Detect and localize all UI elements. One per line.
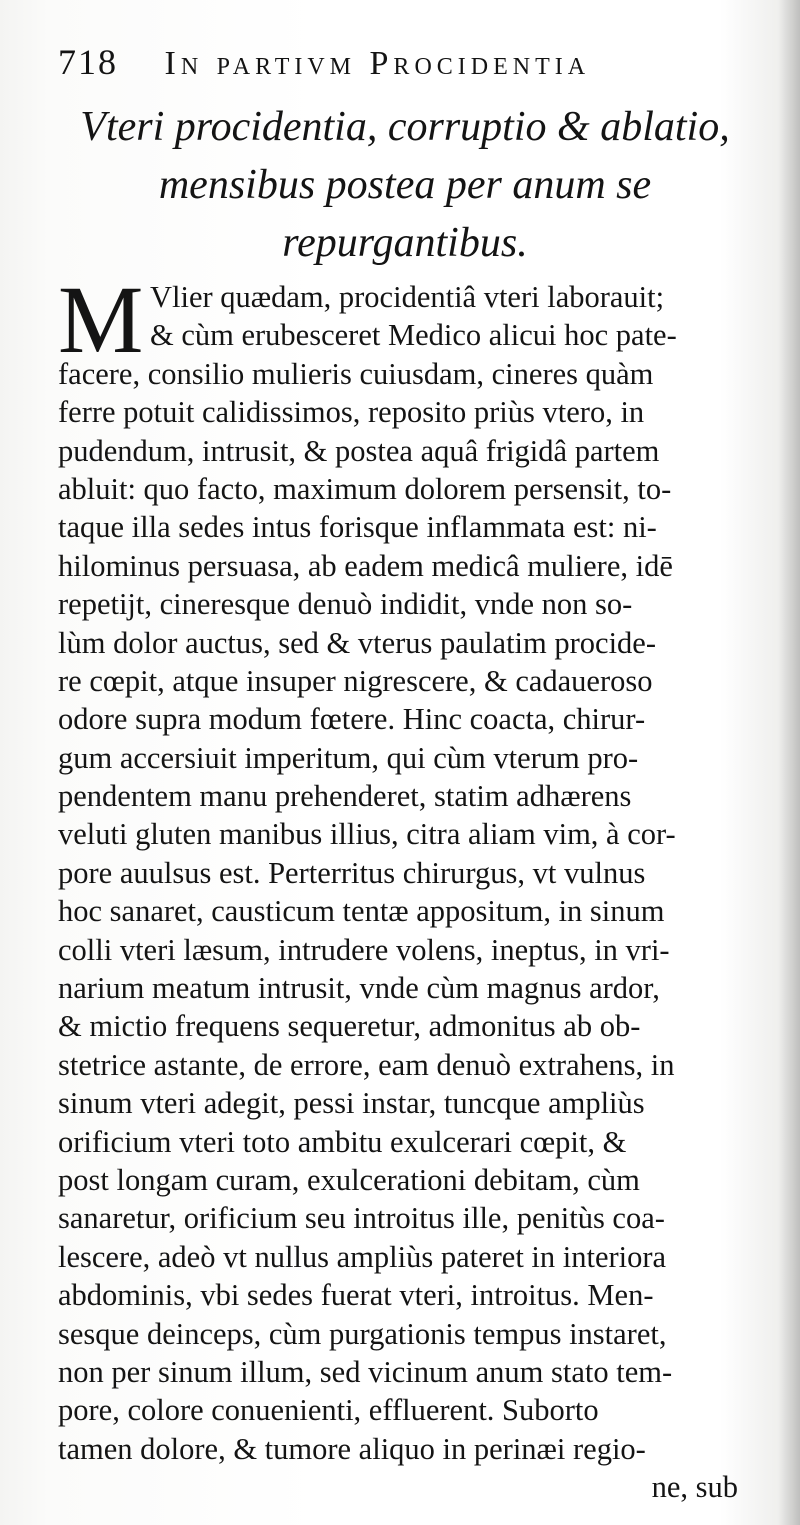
text-line: narium meatum intrusit, vnde cùm magnus ardor, (58, 971, 660, 1006)
text-line: facere, consilio mulieris cuiusdam, cineres quàm (58, 356, 654, 391)
text-line: taque illa sedes intus forisque inflammata est: ni- (58, 510, 657, 545)
page-number: 718 (58, 42, 118, 82)
text-line: colli vteri læsum, intrudere volens, ineptus, in vri- (58, 932, 670, 967)
text-line: pudendum, intrusit, & postea aquâ frigidâ partem (58, 433, 660, 468)
text-line: abdominis, vbi sedes fuerat vteri, introitus. Men- (58, 1278, 654, 1313)
text-line: re cœpit, atque insuper nigrescere, & cadaueroso (58, 663, 653, 698)
text-line: post longam curam, exulcerationi debitam, cùm (58, 1162, 640, 1197)
chapter-title (60, 98, 750, 272)
text-line: & cùm erubesceret Medico alicui hoc pate- (150, 318, 677, 353)
title-line: mensibus postea per anum se (158, 162, 652, 208)
text-line: pore, colore conuenienti, effluerent. Suborto (58, 1393, 599, 1428)
page-gutter-shadow (778, 0, 800, 1525)
text-line: repetijt, cineresque denuò indidit, vnde non so- (58, 587, 633, 622)
text-line: orificium vteri toto ambitu exulcerari cœpit, & (58, 1124, 627, 1159)
catchword: ne, sub (651, 1470, 738, 1505)
text-line: hoc sanaret, causticum tentæ appositum, in sinum (58, 894, 665, 929)
text-line: veluti gluten manibus illius, citra aliam vim, à cor- (58, 817, 676, 852)
text-line: pore auulsus est. Perterritus chirurgus, vt vulnus (58, 855, 646, 890)
text-line: sanaretur, orificium seu introitus ille, penitùs coa- (58, 1201, 665, 1236)
text-line: odore supra modum fœtere. Hinc coacta, chirur- (58, 702, 646, 737)
body-text (58, 266, 738, 1507)
title-line: Vteri procidentia, corruptio & ablatio, (80, 104, 730, 150)
text-line: lùm dolor auctus, sed & vterus paulatim procide- (58, 625, 656, 660)
text-line: stetrice astante, de errore, eam denuò extrahens, in (58, 1047, 675, 1082)
text-line: sinum vteri adegit, pessi instar, tuncque ampliùs (58, 1086, 645, 1121)
text-line: pendentem manu prehenderet, statim adhærens (58, 779, 632, 814)
text-line: non per sinum illum, sed vicinum anum stato tem- (58, 1354, 673, 1389)
text-line: Vlier quædam, procidentiâ vteri laborauit; (150, 280, 665, 314)
text-line: abluit: quo facto, maximum dolorem persensit, to- (58, 471, 672, 506)
text-line: gum accersiuit imperitum, qui cùm vterum pro- (58, 740, 639, 775)
text-line: tamen dolore, & tumore aliquo in perinæi regio- (58, 1431, 646, 1466)
running-head (58, 40, 738, 84)
running-head-text: In partivm Procidentia (164, 45, 591, 82)
text-line: & mictio frequens sequeretur, admonitus ab ob- (58, 1009, 641, 1044)
title-line: repurgantibus. (282, 220, 528, 266)
text-line: lescere, adeò vt nullus ampliùs pateret in interiora (58, 1239, 667, 1274)
text-line: hilominus persuasa, ab eadem medicâ muliere, idē (58, 548, 673, 583)
drop-cap: M (58, 266, 144, 373)
text-line: ferre potuit calidissimos, reposito priùs vtero, in (58, 395, 645, 430)
text-line: sesque deinceps, cùm purgationis tempus instaret, (58, 1316, 667, 1351)
